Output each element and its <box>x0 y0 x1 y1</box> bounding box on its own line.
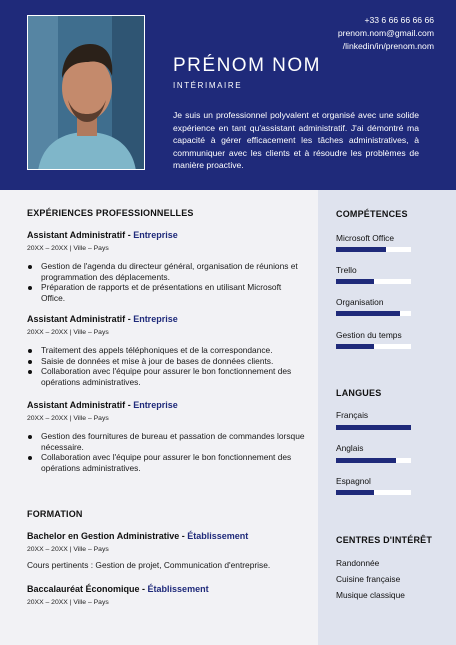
skill-label: Microsoft Office <box>336 233 395 243</box>
education-title <box>27 584 209 594</box>
education-section-title: FORMATION <box>27 509 83 519</box>
job-company: Entreprise <box>133 230 178 240</box>
skill-bar <box>336 311 411 316</box>
interests-section-title: CENTRES D'INTÉRÊT <box>336 535 433 545</box>
linkedin-url: /linkedin/in/prenom.nom <box>342 41 434 51</box>
list-item: Traitement des appels téléphoniques et de la correspondance. <box>27 345 307 356</box>
education-school: Établissement <box>187 531 249 541</box>
language-bar <box>336 458 411 463</box>
interest-item: Cuisine française <box>336 574 401 584</box>
skill-bar <box>336 247 411 252</box>
language-label: Espagnol <box>336 476 371 486</box>
skill-bar <box>336 279 411 284</box>
interest-item: Randonnée <box>336 558 380 568</box>
skill-label: Organisation <box>336 297 384 307</box>
language-label: Français <box>336 410 369 420</box>
education-title <box>27 531 248 541</box>
header-band <box>0 0 456 190</box>
profile-photo <box>27 15 145 170</box>
skill-bar-fill <box>336 311 400 316</box>
list-item: Préparation de rapports et de présentations en utilisant Microsoft Office. <box>27 282 307 303</box>
job-title <box>27 230 178 240</box>
skill-label: Trello <box>336 265 357 275</box>
job-role: Assistant Administratif <box>27 400 126 410</box>
interest-item: Musique classique <box>336 590 405 600</box>
skill-bar-fill <box>336 344 374 349</box>
languages-section-title: LANGUES <box>336 388 382 398</box>
experience-section-title: EXPÉRIENCES PROFESSIONNELLES <box>27 208 194 218</box>
job-title <box>27 314 178 324</box>
candidate-name: PRÉNOM NOM <box>173 55 321 76</box>
job-title <box>27 400 178 410</box>
skill-bar-fill <box>336 247 386 252</box>
skill-bar-fill <box>336 279 374 284</box>
job-separator: - <box>125 314 134 324</box>
education-separator: - <box>139 584 148 594</box>
job-role: Assistant Administratif <box>27 314 126 324</box>
skill-label: Gestion du temps <box>336 330 402 340</box>
job-separator: - <box>125 230 134 240</box>
language-bar-fill <box>336 490 374 495</box>
education-meta: 20XX – 20XX | Ville – Pays <box>27 599 109 606</box>
list-item: Gestion des fournitures de bureau et passation de commandes lorsque nécessaire. <box>27 431 307 452</box>
job-bullets <box>27 345 307 387</box>
education-degree: Bachelor en Gestion Administrative <box>27 531 180 541</box>
language-bar-fill <box>336 425 411 430</box>
job-role: Assistant Administratif <box>27 230 126 240</box>
portrait-illustration <box>28 16 145 170</box>
job-company: Entreprise <box>133 400 178 410</box>
language-bar <box>336 490 411 495</box>
education-separator: - <box>179 531 188 541</box>
list-item: Collaboration avec l'équipe pour assurer le bon fonctionnement des opérations administratives. <box>27 452 307 473</box>
candidate-job-title: INTÉRIMAIRE <box>173 81 243 90</box>
job-separator: - <box>125 400 134 410</box>
language-bar-fill <box>336 458 396 463</box>
job-meta: 20XX – 20XX | Ville – Pays <box>27 245 109 252</box>
education-school: Établissement <box>147 584 209 594</box>
list-item: Collaboration avec l'équipe pour assurer le bon fonctionnement des opérations administratives. <box>27 366 307 387</box>
skill-bar <box>336 344 411 349</box>
skills-section-title: COMPÉTENCES <box>336 209 408 219</box>
phone-number: +33 6 66 66 66 66 <box>364 15 434 25</box>
job-meta: 20XX – 20XX | Ville – Pays <box>27 415 109 422</box>
list-item: Saisie de données et mise à jour de bases de données clients. <box>27 356 307 367</box>
contact-block <box>234 14 434 53</box>
email-address: prenom.nom@gmail.com <box>337 28 434 38</box>
language-bar <box>336 425 411 430</box>
job-bullets <box>27 431 307 473</box>
list-item: Gestion de l'agenda du directeur général, organisation de réunions et programmation des déplacements. <box>27 261 307 282</box>
job-meta: 20XX – 20XX | Ville – Pays <box>27 329 109 336</box>
education-degree: Baccalauréat Économique <box>27 584 140 594</box>
education-detail: Cours pertinents : Gestion de projet, Communication d'entreprise. <box>27 560 271 570</box>
job-bullets <box>27 261 307 303</box>
job-company: Entreprise <box>133 314 178 324</box>
education-meta: 20XX – 20XX | Ville – Pays <box>27 546 109 553</box>
profile-summary: Je suis un professionnel polyvalent et organisé avec une solide expérience en tant qu'assistant administratif. J'ai démontré ma capacité à gérer efficacement les tâches administratives, à communiquer avec les clients et à résoudre les problèmes de manière proactive. <box>173 110 419 171</box>
language-label: Anglais <box>336 443 364 453</box>
